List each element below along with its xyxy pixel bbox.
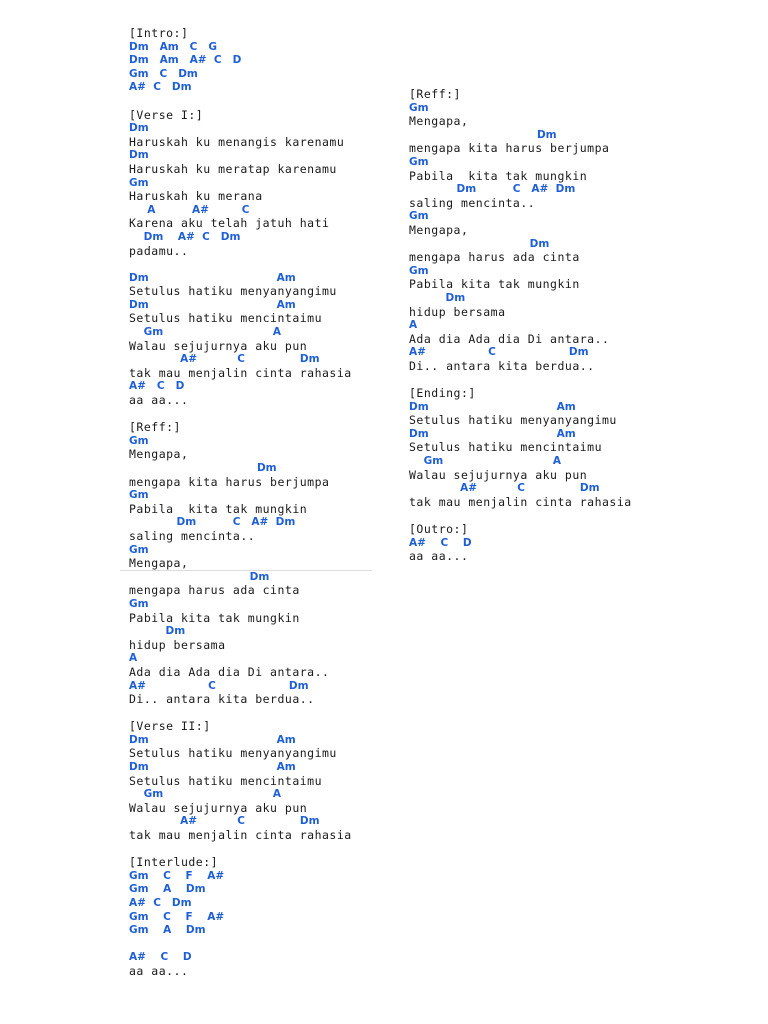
chord-line: Gm — [409, 155, 429, 168]
chord-line: A# C Dm — [129, 815, 320, 828]
lyric-line: tak mau menjalin cinta rahasia — [129, 365, 352, 380]
chord-line: Dm Am A# C D — [129, 54, 242, 67]
lyric-line: mengapa harus ada cinta — [129, 583, 300, 598]
left-column — [129, 27, 379, 979]
chord-line: Gm C Dm — [129, 67, 198, 80]
lyric-line: mengapa kita harus berjumpa — [409, 141, 610, 156]
chord-line: Dm — [129, 122, 149, 135]
chord-line: A# C Dm — [129, 81, 192, 94]
lyric-line: mengapa kita harus berjumpa — [129, 474, 330, 489]
blank-line — [129, 938, 379, 952]
lyric-line: Di.. antara kita berdua.. — [409, 358, 595, 373]
section-heading: [Verse I:] — [129, 107, 204, 122]
chord-line: Gm A — [129, 326, 281, 339]
lyric-line: Setulus hatiku mencintaimu — [129, 773, 323, 788]
chord-line: A# C Dm — [129, 679, 309, 692]
lyric-line: saling mencinta.. — [409, 195, 536, 210]
lyric-line: saling mencinta.. — [129, 528, 256, 543]
lyric-line: Walau sejujurnya aku pun — [129, 338, 308, 353]
lyric-line: mengapa harus ada cinta — [409, 250, 580, 265]
chord-line: Gm — [409, 210, 429, 223]
page-separator — [120, 570, 372, 571]
lyric-line: Mengapa, — [409, 222, 469, 237]
lyric-line: aa aa... — [129, 963, 189, 978]
lyric-line: Setulus hatiku menyanyangimu — [409, 413, 617, 428]
blank-line — [409, 373, 709, 387]
blank-line — [409, 509, 709, 523]
chord-line: Dm — [129, 570, 270, 583]
lyric-line: Pabila kita tak mungkin — [409, 168, 588, 183]
chord-line: Dm — [409, 291, 466, 304]
chord-line: Dm Am — [129, 733, 296, 746]
chord-line: A# C D — [129, 951, 192, 964]
lyric-line: hidup bersama — [129, 637, 226, 652]
lyric-line: hidup bersama — [409, 304, 506, 319]
chord-line: Gm — [129, 434, 149, 447]
lyric-line: Pabila kita tak mungkin — [129, 501, 308, 516]
chord-line: Dm Am — [409, 400, 576, 413]
lyric-line: aa aa... — [129, 393, 189, 408]
chord-line: Gm C F A# — [129, 910, 225, 923]
blank-line — [129, 707, 379, 721]
chord-line: A — [409, 319, 418, 332]
lyric-line: Di.. antara kita berdua.. — [129, 692, 315, 707]
section-heading: [Intro:] — [129, 26, 189, 40]
lyric-line: Pabila kita tak mungkin — [409, 277, 580, 292]
chord-line: Dm — [129, 625, 186, 638]
lyric-line: Karena aku telah jatuh hati — [129, 216, 330, 231]
blank-line — [129, 843, 379, 857]
lyric-line: tak mau menjalin cinta rahasia — [409, 494, 632, 509]
section-heading: [Outro:] — [409, 522, 469, 536]
chord-line: Gm A — [409, 455, 561, 468]
section-heading: [Interlude:] — [129, 855, 219, 870]
chord-line: A A# C — [129, 203, 250, 216]
chord-line: Dm — [129, 462, 277, 474]
section-heading: [Verse II:] — [129, 719, 211, 734]
lyric-line: Mengapa, — [409, 114, 469, 129]
chord-line: Dm Am — [129, 761, 296, 774]
chord-line: Gm — [129, 176, 149, 189]
chord-line: A — [129, 652, 138, 665]
chord-line: A# C Dm — [409, 346, 589, 359]
lyric-line: padamu.. — [129, 243, 189, 258]
lyric-line: Walau sejujurnya aku pun — [409, 467, 588, 482]
chord-line: Dm — [409, 128, 557, 141]
chord-line: Dm C A# Dm — [409, 183, 576, 196]
chord-line: Dm Am — [409, 427, 576, 440]
chord-line: A# C Dm — [129, 897, 192, 909]
chord-line: Dm Am — [129, 298, 296, 311]
lyric-line: aa aa... — [409, 549, 469, 564]
chord-line: Gm C F A# — [129, 869, 225, 882]
section-heading: [Ending:] — [409, 386, 476, 401]
chord-line: Dm Am C G — [129, 40, 217, 53]
chord-line: A# C D — [129, 380, 185, 393]
chord-line: Dm — [129, 149, 149, 162]
lyric-line: Mengapa, — [129, 556, 189, 571]
lyric-line: Setulus hatiku menyanyangimu — [129, 746, 337, 761]
lyric-line: tak mau menjalin cinta rahasia — [129, 828, 352, 843]
chord-line: Gm — [129, 597, 149, 610]
lyric-line: Mengapa, — [129, 447, 189, 462]
chord-line: Gm — [129, 543, 149, 556]
section-heading: [Reff:] — [129, 420, 181, 435]
blank-line — [129, 95, 379, 109]
lyric-line: Haruskah ku meratap karenamu — [129, 161, 337, 176]
lyric-line: Ada dia Ada dia Di antara.. — [409, 331, 610, 346]
chord-line: Dm A# C Dm — [129, 230, 241, 243]
chord-line: Gm A Dm — [129, 924, 206, 937]
lyric-line: Haruskah ku merana — [129, 189, 263, 204]
lyric-line: Setulus hatiku mencintaimu — [409, 440, 603, 455]
chord-line: Dm Am — [129, 271, 296, 284]
chord-line: Gm — [409, 101, 429, 114]
chord-line: Gm A — [129, 788, 281, 801]
lyric-line: Pabila kita tak mungkin — [129, 610, 300, 625]
chord-line: A# C Dm — [409, 482, 600, 495]
blank-line — [129, 258, 379, 272]
section-heading: [Reff:] — [409, 87, 461, 101]
chord-line: A# C Dm — [129, 353, 320, 366]
lyric-line: Haruskah ku menangis karenamu — [129, 134, 345, 149]
chord-line: Dm C A# Dm — [129, 516, 296, 529]
lyric-line: Setulus hatiku mencintaimu — [129, 311, 323, 326]
chord-line: Gm — [129, 489, 149, 502]
lyric-line: Walau sejujurnya aku pun — [129, 800, 308, 815]
chord-line: Gm — [409, 264, 429, 277]
right-column — [409, 88, 709, 564]
chord-line: Dm — [409, 237, 550, 250]
chord-line: Gm A Dm — [129, 883, 206, 896]
lyric-line: Setulus hatiku menyanyangimu — [129, 284, 337, 299]
blank-line — [129, 408, 379, 422]
lyric-line: Ada dia Ada dia Di antara.. — [129, 664, 330, 679]
chord-line: A# C D — [409, 536, 472, 549]
